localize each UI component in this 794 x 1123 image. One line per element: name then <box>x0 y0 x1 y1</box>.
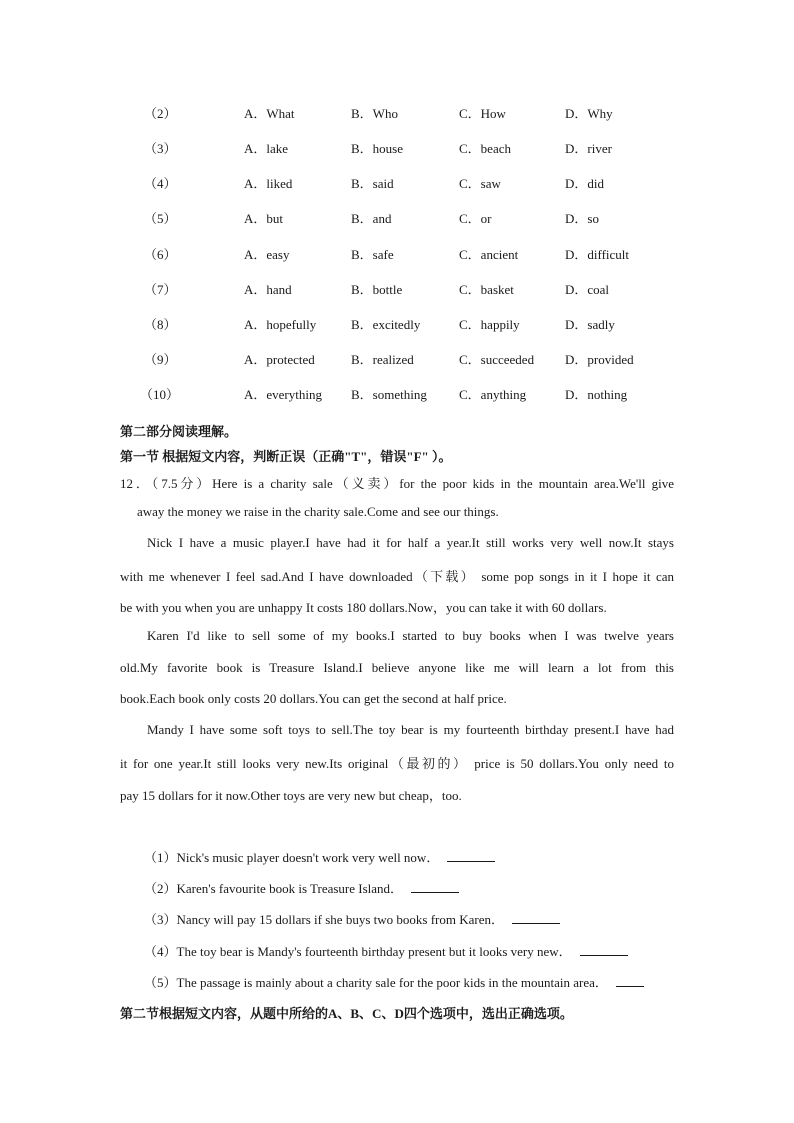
question-text: （4）The toy bear is Mandy's fourteenth birthday present but it looks very new． <box>144 944 572 959</box>
option-row <box>0 280 794 300</box>
option-a: A．easy <box>244 247 290 262</box>
question-number: （4） <box>144 176 177 191</box>
option-c: C．succeeded <box>459 352 535 367</box>
passage-line: it for one year.It still looks very new.Its original（最初的） price is 50 dollars.You only need to <box>120 756 674 771</box>
question-number: （10） <box>140 387 180 402</box>
question-number: （8） <box>144 317 177 332</box>
option-a: A．everything <box>244 387 322 402</box>
passage-line: 12．（7.5分）Here is a charity sale（义卖）for the poor kids in the mountain area.We'll give <box>120 476 674 491</box>
option-c: C．or <box>459 211 492 226</box>
option-c: C．How <box>459 106 506 121</box>
option-b: B．realized <box>351 352 414 367</box>
tf-question <box>144 909 560 928</box>
option-row <box>0 209 794 229</box>
option-c: C．happily <box>459 317 520 332</box>
question-number: （2） <box>144 106 177 121</box>
option-row <box>0 385 794 405</box>
tf-question <box>144 972 644 991</box>
answer-blank[interactable] <box>580 943 628 956</box>
passage-line: book.Each book only costs 20 dollars.You can get the second at half price. <box>120 691 507 706</box>
option-a: A．but <box>244 211 284 226</box>
answer-blank[interactable] <box>616 974 644 987</box>
option-b: B．safe <box>351 247 394 262</box>
option-row <box>0 350 794 370</box>
option-d: D．Why <box>565 106 613 121</box>
question-number: （3） <box>144 141 177 156</box>
passage-line: away the money we raise in the charity sale.Come and see our things. <box>137 504 499 519</box>
option-a: A．hand <box>244 282 292 297</box>
option-a: A．protected <box>244 352 315 367</box>
option-a: A．What <box>244 106 295 121</box>
answer-blank[interactable] <box>447 849 495 862</box>
question-text: （1）Nick's music player doesn't work very well now． <box>144 850 440 865</box>
option-a: A．hopefully <box>244 317 317 332</box>
option-row <box>0 174 794 194</box>
section1-heading: 第一节 根据短文内容，判断正误（正确"T"，错误"F" ）。 <box>120 449 452 464</box>
option-b: B．something <box>351 387 427 402</box>
option-a: A．lake <box>244 141 289 156</box>
option-c: C．anything <box>459 387 527 402</box>
option-d: D．difficult <box>565 247 630 262</box>
option-c: C．ancient <box>459 247 519 262</box>
option-a: A．liked <box>244 176 293 191</box>
tf-question <box>144 941 628 960</box>
option-d: D．did <box>565 176 605 191</box>
passage-line: pay 15 dollars for it now.Other toys are very new but cheap，too. <box>120 788 462 803</box>
question-number: （6） <box>144 247 177 262</box>
option-c: C．basket <box>459 282 514 297</box>
tf-question <box>144 847 495 866</box>
question-text: （2）Karen's favourite book is Treasure Island． <box>144 881 404 896</box>
question-number: （5） <box>144 211 177 226</box>
answer-blank[interactable] <box>512 911 560 924</box>
section2-heading: 第二节根据短文内容，从题中所给的A、B、C、D四个选项中，选出正确选项。 <box>120 1006 573 1021</box>
passage-line: Karen I'd like to sell some of my books.I started to buy books when I was twelve years <box>147 628 674 643</box>
option-b: B．Who <box>351 106 398 121</box>
option-c: C．beach <box>459 141 511 156</box>
option-b: B．house <box>351 141 404 156</box>
passage-line: with me whenever I feel sad.And I have downloaded（下载） some pop songs in it I hope it can <box>120 569 674 584</box>
question-text: （3）Nancy will pay 15 dollars if she buys two books from Karen． <box>144 912 504 927</box>
option-d: D．coal <box>565 282 610 297</box>
option-c: C．saw <box>459 176 501 191</box>
tf-question <box>144 878 459 897</box>
question-number: （9） <box>144 352 177 367</box>
option-row <box>0 245 794 265</box>
passage-line: be with you when you are unhappy It costs 180 dollars.Now，you can take it with 60 dollars. <box>120 600 607 615</box>
option-row <box>0 139 794 159</box>
option-b: B．excitedly <box>351 317 421 332</box>
question-text: （5）The passage is mainly about a charity sale for the poor kids in the mountain area． <box>144 975 608 990</box>
option-d: D．sadly <box>565 317 615 332</box>
option-row <box>0 104 794 124</box>
option-d: D．provided <box>565 352 634 367</box>
option-d: D．so <box>565 211 599 226</box>
passage-line: Nick I have a music player.I have had it for half a year.It still works very well now.It stays <box>147 535 674 550</box>
option-d: D．river <box>565 141 612 156</box>
option-b: B．said <box>351 176 394 191</box>
question-number: （7） <box>144 282 177 297</box>
option-row <box>0 315 794 335</box>
option-b: B．bottle <box>351 282 403 297</box>
passage-line: old.My favorite book is Treasure Island.I believe anyone like me will learn a lot from this <box>120 660 674 675</box>
part2-heading: 第二部分阅读理解。 <box>120 424 238 439</box>
option-b: B．and <box>351 211 392 226</box>
passage-line: Mandy I have some soft toys to sell.The toy bear is my fourteenth birthday present.I have had <box>147 722 674 737</box>
option-d: D．nothing <box>565 387 628 402</box>
answer-blank[interactable] <box>411 880 459 893</box>
